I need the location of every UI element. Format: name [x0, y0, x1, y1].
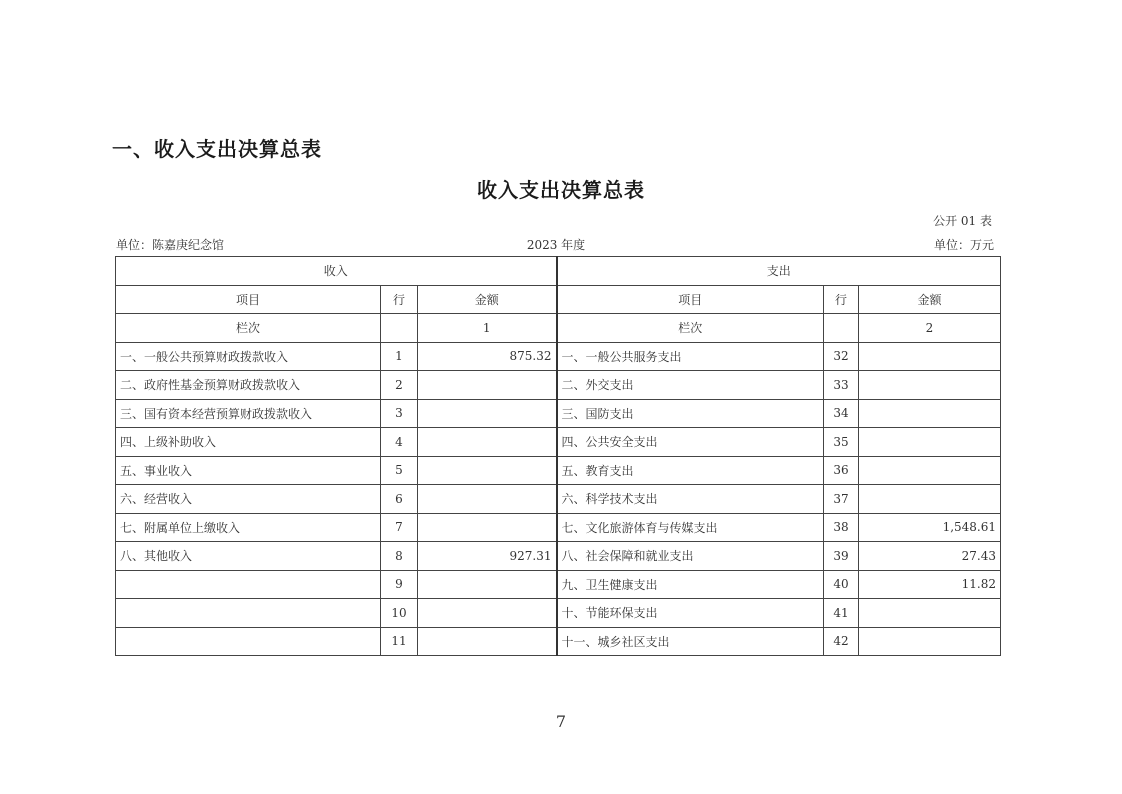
income-row-number: 10: [381, 599, 418, 628]
table-row: [116, 371, 1001, 400]
expense-amount: [859, 342, 1001, 371]
income-item: 八、其他收入: [116, 542, 381, 571]
expense-item: 十一、城乡社区支出: [557, 627, 824, 656]
expense-amount: 1,548.61: [859, 513, 1001, 542]
header-row-group: [116, 257, 1001, 286]
income-amount: [418, 371, 557, 400]
table-row: [116, 542, 1001, 571]
expense-row-number: 41: [824, 599, 859, 628]
income-item: 五、事业收入: [116, 456, 381, 485]
header-row-index: [116, 314, 1001, 343]
table-row: [116, 513, 1001, 542]
income-column-number: 1: [418, 314, 557, 343]
expense-item: 四、公共安全支出: [557, 428, 824, 457]
expense-item: 二、外交支出: [557, 371, 824, 400]
expense-row-number: 40: [824, 570, 859, 599]
header-row-columns: [116, 285, 1001, 314]
unit-name: 单位：陈嘉庚纪念馆: [116, 238, 225, 252]
expense-amount: [859, 371, 1001, 400]
income-amount: 875.32: [418, 342, 557, 371]
table-row: [116, 428, 1001, 457]
table-title: 收入支出决算总表: [477, 178, 645, 202]
table-row: [116, 570, 1001, 599]
expense-column-blank: [824, 314, 859, 343]
expense-item: 五、教育支出: [557, 456, 824, 485]
income-column-blank: [381, 314, 418, 343]
income-item: [116, 599, 381, 628]
income-amount: [418, 513, 557, 542]
income-item: [116, 570, 381, 599]
income-amount: [418, 627, 557, 656]
expense-amount: 27.43: [859, 542, 1001, 571]
expense-row-number: 33: [824, 371, 859, 400]
income-amount-header: 金额: [418, 285, 557, 314]
table-row: [116, 456, 1001, 485]
income-amount: [418, 485, 557, 514]
expense-row-number: 37: [824, 485, 859, 514]
income-amount: [418, 456, 557, 485]
expense-item: 一、一般公共服务支出: [557, 342, 824, 371]
expense-column-label: 栏次: [557, 314, 824, 343]
expense-row-number: 32: [824, 342, 859, 371]
income-item: 四、上级补助收入: [116, 428, 381, 457]
expense-amount: [859, 428, 1001, 457]
expense-row-number: 36: [824, 456, 859, 485]
expense-amount: [859, 627, 1001, 656]
income-item: 六、经营收入: [116, 485, 381, 514]
table-row: [116, 342, 1001, 371]
income-row-number: 2: [381, 371, 418, 400]
income-row-number: 7: [381, 513, 418, 542]
expense-item: 六、科学技术支出: [557, 485, 824, 514]
expense-item: 九、卫生健康支出: [557, 570, 824, 599]
page-number: 7: [555, 712, 567, 731]
income-item-header: 项目: [116, 285, 381, 314]
table-row: [116, 485, 1001, 514]
table-row: [116, 399, 1001, 428]
income-amount: [418, 599, 557, 628]
income-item: 一、一般公共预算财政拨款收入: [116, 342, 381, 371]
meta-row: [116, 236, 996, 254]
expense-item: 七、文化旅游体育与传媒支出: [557, 513, 824, 542]
expense-amount: [859, 399, 1001, 428]
expense-item: 三、国防支出: [557, 399, 824, 428]
expense-amount: [859, 485, 1001, 514]
income-row-header: 行: [381, 285, 418, 314]
form-code: 公开 01 表: [933, 214, 992, 228]
income-amount: 927.31: [418, 542, 557, 571]
income-row-number: 1: [381, 342, 418, 371]
expense-row-number: 39: [824, 542, 859, 571]
fiscal-year: 2023 年度: [526, 238, 586, 252]
table-row: [116, 599, 1001, 628]
expense-amount: 11.82: [859, 570, 1001, 599]
expense-item-header: 项目: [557, 285, 824, 314]
income-row-number: 5: [381, 456, 418, 485]
income-expense-table: [115, 256, 1001, 656]
expense-amount: [859, 456, 1001, 485]
income-column-label: 栏次: [116, 314, 381, 343]
expense-amount-header: 金额: [859, 285, 1001, 314]
income-item: 三、国有资本经营预算财政拨款收入: [116, 399, 381, 428]
income-header: 收入: [116, 257, 557, 286]
income-row-number: 6: [381, 485, 418, 514]
income-row-number: 11: [381, 627, 418, 656]
income-item: 二、政府性基金预算财政拨款收入: [116, 371, 381, 400]
expense-amount: [859, 599, 1001, 628]
expense-header: 支出: [557, 257, 1001, 286]
income-item: 七、附属单位上缴收入: [116, 513, 381, 542]
expense-row-number: 38: [824, 513, 859, 542]
income-row-number: 9: [381, 570, 418, 599]
expense-column-number: 2: [859, 314, 1001, 343]
income-row-number: 4: [381, 428, 418, 457]
currency-unit: 单位：万元: [933, 238, 994, 252]
income-row-number: 3: [381, 399, 418, 428]
expense-row-number: 42: [824, 627, 859, 656]
expense-item: 十、节能环保支出: [557, 599, 824, 628]
table-row: [116, 627, 1001, 656]
income-row-number: 8: [381, 542, 418, 571]
section-title: 一、收入支出决算总表: [112, 137, 322, 161]
expense-row-number: 35: [824, 428, 859, 457]
expense-row-number: 34: [824, 399, 859, 428]
expense-item: 八、社会保障和就业支出: [557, 542, 824, 571]
expense-row-header: 行: [824, 285, 859, 314]
income-amount: [418, 428, 557, 457]
income-amount: [418, 399, 557, 428]
income-amount: [418, 570, 557, 599]
income-item: [116, 627, 381, 656]
